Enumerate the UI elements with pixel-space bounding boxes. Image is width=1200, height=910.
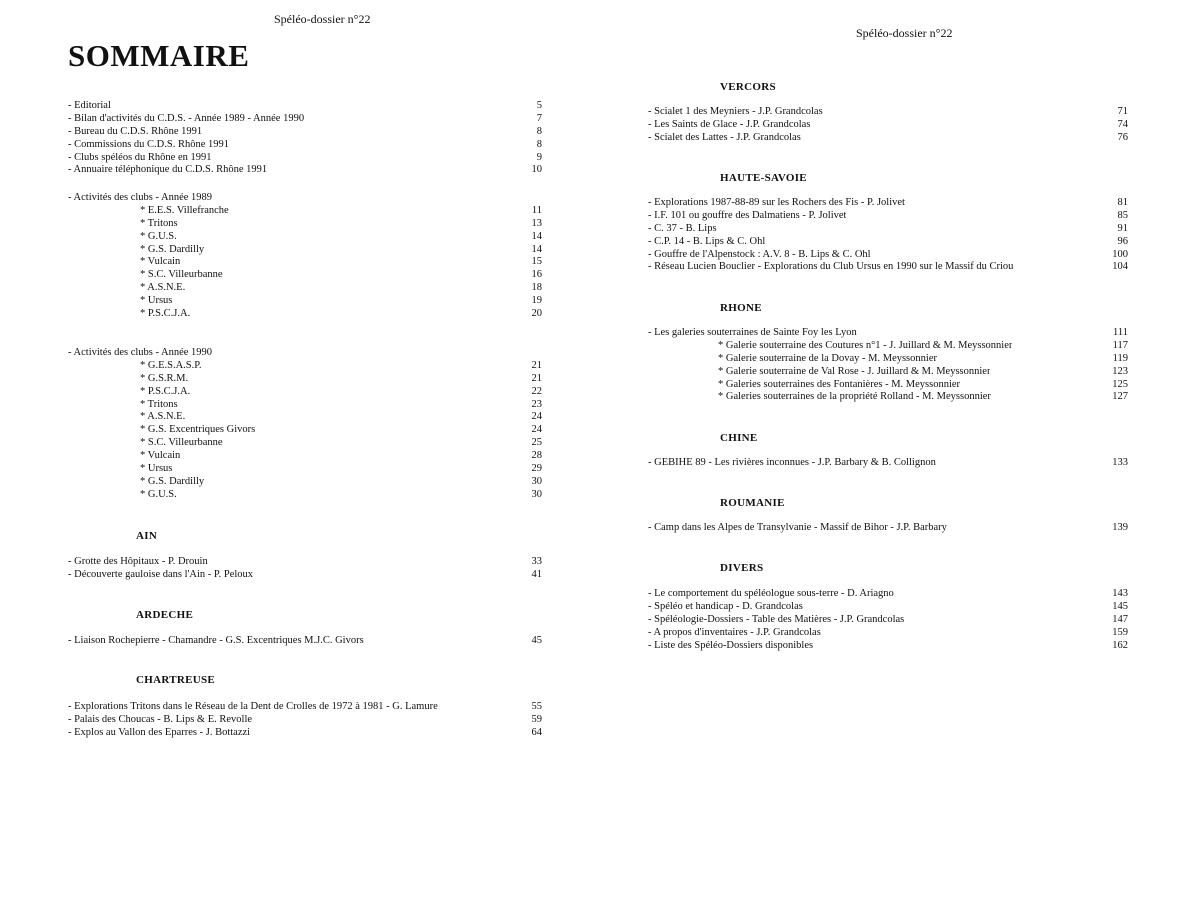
toc-entry — [648, 210, 1128, 223]
toc-entry-title: * P.S.C.J.A. — [140, 308, 191, 320]
toc-entry-page: 71 — [1117, 106, 1128, 117]
toc-entry-page: 24 — [531, 411, 542, 423]
toc-divers-list — [648, 588, 1128, 652]
toc-entry-page: 41 — [531, 568, 542, 580]
toc-entry-page: 7 — [536, 112, 542, 124]
toc-entry-page: 5 — [536, 100, 542, 111]
toc-entry — [68, 113, 542, 126]
toc-intro-list — [68, 100, 542, 177]
toc-entry-title: - Camp dans les Alpes de Transylvanie - Massif de Bihor - J.P. Barbary — [648, 522, 947, 533]
toc-entry — [68, 139, 542, 152]
toc-entry — [648, 340, 1128, 353]
toc-entry-title: * Ursus — [140, 295, 173, 307]
toc-entry — [68, 152, 542, 165]
page-header: Spéléo-dossier n°22 — [274, 12, 371, 26]
toc-chartreuse-list — [68, 701, 542, 740]
toc-entry — [68, 295, 542, 308]
toc-entry-title: - Editorial — [68, 100, 111, 111]
toc-entry-page: 133 — [1112, 457, 1128, 468]
toc-entry-title: - Bilan d'activités du C.D.S. - Année 1989 - Année 1990 — [68, 112, 305, 124]
toc-entry-title: - Explos au Vallon des Eparres - J. Bottazzi — [68, 726, 251, 738]
toc-entry — [68, 399, 542, 412]
toc-entry: - Les galeries souterraines de Sainte Foy les Lyon 111 — [648, 327, 1128, 338]
toc-entry — [68, 282, 542, 295]
toc-entry-page: 28 — [531, 450, 542, 462]
toc-entry-page: 10 — [531, 164, 542, 176]
section-title-roumanie: ROUMANIE — [720, 497, 785, 509]
toc-entry-title: - Explorations Tritons dans le Réseau de la Dent de Crolles de 1972 à 1981 - G. Lamure — [68, 701, 438, 712]
toc-entry — [648, 588, 1128, 601]
toc-entry — [68, 476, 542, 489]
toc-entry-page: 14 — [531, 243, 542, 255]
toc-entry-title: * E.E.S. Villefranche — [140, 204, 229, 216]
toc-entry — [68, 450, 542, 463]
toc-entry — [648, 132, 1128, 145]
toc-entry — [68, 714, 542, 727]
toc-entry-title: - Explorations 1987-88-89 sur les Rochers des Fis - P. Jolivet — [648, 197, 905, 208]
toc-entry-page: 29 — [531, 463, 542, 475]
toc-entry-title: * Vulcain — [140, 256, 181, 268]
toc-entry — [68, 701, 542, 714]
toc-entry-title: * Galeries souterraines des Fontanières - M. Meyssonnier — [718, 378, 961, 390]
toc-clubs-1990 — [68, 347, 542, 502]
toc-entry-title: * Galerie souterraine de la Dovay - M. Meyssonnier — [718, 352, 937, 364]
section-title-chine: CHINE — [720, 432, 758, 444]
toc-entry-title: - Liste des Spéléo-Dossiers disponibles — [648, 639, 814, 651]
toc-entry — [68, 269, 542, 282]
toc-entry-title: - Scialet 1 des Meyniers - J.P. Grandcolas — [648, 106, 823, 117]
toc-entry-title: - Spéléo et handicap - D. Grandcolas — [648, 600, 803, 612]
toc-entry-page: 25 — [531, 437, 542, 449]
toc-entry-page: 76 — [1117, 131, 1128, 143]
toc-entry — [68, 556, 542, 569]
toc-entry-title: - A propos d'inventaires - J.P. Grandcolas — [648, 626, 821, 638]
toc-entry-title: - Scialet des Lattes - J.P. Grandcolas — [648, 131, 801, 143]
toc-entry-page: 14 — [531, 230, 542, 242]
toc-entry-page: 20 — [531, 308, 542, 320]
toc-entry-title: * Tritons — [140, 398, 178, 410]
toc-entry-page: 13 — [531, 217, 542, 229]
toc-entry-title: * A.S.N.E. — [140, 411, 186, 423]
toc-entry — [68, 205, 542, 218]
toc-entry-page: 127 — [1112, 391, 1128, 403]
toc-entry-title: * A.S.N.E. — [140, 282, 186, 294]
section-title-divers: DIVERS — [720, 562, 764, 574]
toc-entry-title: - Liaison Rochepierre - Chamandre - G.S. Excentriques M.J.C. Givors — [68, 635, 364, 646]
toc-entry-title: * Tritons — [140, 217, 178, 229]
toc-entry-title: - Les Saints de Glace - J.P. Grandcolas — [648, 118, 811, 130]
toc-entry-page: 119 — [1112, 352, 1128, 364]
toc-entry — [648, 457, 1128, 470]
toc-entry-title: - C.P. 14 - B. Lips & C. Ohl — [648, 235, 766, 247]
toc-entry — [648, 223, 1128, 236]
toc-entry-title: - Spéléologie-Dossiers - Table des Matières - J.P. Grandcolas — [648, 613, 905, 625]
toc-entry-title: - Réseau Lucien Bouclier - Explorations du Club Ursus en 1990 sur le Massif du Criou — [648, 261, 1014, 273]
toc-entry-title: - Clubs spéléos du Rhône en 1991 — [68, 151, 212, 163]
toc-entry-title: * S.C. Villeurbanne — [140, 269, 223, 281]
toc-entry-page: 30 — [531, 488, 542, 500]
toc-vercors-list — [648, 106, 1128, 145]
toc-entry — [68, 463, 542, 476]
toc-entry-page: 9 — [536, 151, 542, 163]
toc-entry-title: * G.U.S. — [140, 230, 177, 242]
toc-entry-title: * G.S.R.M. — [140, 372, 189, 384]
toc-entry-title: * G.S. Dardilly — [140, 475, 205, 487]
section-title-vercors: VERCORS — [720, 81, 776, 93]
toc-entry — [648, 106, 1128, 119]
toc-entry-page: 74 — [1117, 118, 1128, 130]
toc-entry-title: * Vulcain — [140, 450, 181, 462]
toc-entry-page: 104 — [1112, 261, 1128, 273]
toc-entry-title: - Découverte gauloise dans l'Ain - P. Peloux — [68, 568, 254, 580]
toc-entry — [648, 601, 1128, 614]
toc-entry-page: 96 — [1117, 235, 1128, 247]
toc-haute-savoie-list — [648, 197, 1128, 274]
toc-entry — [648, 119, 1128, 132]
toc-entry — [68, 231, 542, 244]
toc-entry — [68, 569, 542, 582]
toc-entry-title: - I.F. 101 ou gouffre des Dalmatiens - P. Jolivet — [648, 209, 847, 221]
toc-entry-title: - GEBIHE 89 - Les rivières inconnues - J.P. Barbary & B. Collignon — [648, 457, 936, 468]
toc-entry-page: 81 — [1117, 197, 1128, 208]
toc-entry-page: 85 — [1117, 209, 1128, 221]
toc-entry — [68, 360, 542, 373]
toc-entry-page: 21 — [531, 359, 542, 371]
toc-entry — [648, 391, 1128, 404]
toc-entry — [648, 522, 1128, 535]
toc-entry-page: 55 — [531, 701, 542, 712]
toc-entry-page: 117 — [1112, 339, 1128, 351]
toc-entry — [68, 437, 542, 450]
toc-entry — [648, 236, 1128, 249]
toc-entry-title: - Commissions du C.D.S. Rhône 1991 — [68, 138, 230, 150]
toc-entry — [648, 353, 1128, 366]
toc-entry — [68, 489, 542, 502]
toc-entry-title: * Galerie souterraine des Coutures n°1 - J. Juillard & M. Meyssonnier — [718, 339, 1013, 351]
toc-entry-title: - Annuaire téléphonique du C.D.S. Rhône 1991 — [68, 164, 268, 176]
toc-entry-page: 159 — [1112, 626, 1128, 638]
toc-entry-page: 147 — [1112, 613, 1128, 625]
toc-entry-title: - Gouffre de l'Alpenstock : A.V. 8 - B. Lips & C. Ohl — [648, 248, 871, 260]
toc-entry-page: 125 — [1112, 378, 1128, 390]
toc-entry-page: 139 — [1112, 522, 1128, 533]
toc-entry-page: 8 — [536, 138, 542, 150]
toc-entry — [68, 424, 542, 437]
toc-entry-page: 143 — [1112, 588, 1128, 599]
toc-entry-title: - Grotte des Hôpitaux - P. Drouin — [68, 556, 208, 567]
toc-entry-page: 64 — [531, 726, 542, 738]
page-title: SOMMAIRE — [68, 38, 250, 73]
toc-roumanie-list — [648, 522, 1128, 535]
toc-entry — [648, 627, 1128, 640]
right-page — [600, 0, 1200, 910]
toc-entry-page: 11 — [531, 204, 542, 216]
toc-entry — [68, 386, 542, 399]
toc-entry-title: * G.S. Excentriques Givors — [140, 424, 256, 436]
toc-entry-title: * Galerie souterraine de Val Rose - J. Juillard & M. Meyssonnier — [718, 365, 991, 377]
toc-entry — [648, 249, 1128, 262]
toc-clubs-1989 — [68, 192, 542, 321]
section-title-chartreuse: CHARTREUSE — [136, 674, 216, 686]
toc-entry-title: * G.U.S. — [140, 488, 177, 500]
toc-entry — [648, 614, 1128, 627]
toc-entry-page: 22 — [531, 385, 542, 397]
toc-entry-page: 16 — [531, 269, 542, 281]
toc-entry — [68, 256, 542, 269]
toc-rhone-list — [648, 327, 1128, 404]
toc-entry — [68, 635, 542, 648]
toc-entry — [68, 373, 542, 386]
toc-entry-page: 21 — [531, 372, 542, 384]
section-title-haute-savoie: HAUTE-SAVOIE — [720, 172, 807, 184]
toc-entry-page: 145 — [1112, 600, 1128, 612]
toc-entry-title: - C. 37 - B. Lips — [648, 222, 717, 234]
toc-entry — [68, 100, 542, 113]
toc-entry-title: * Galeries souterraines de la propriété Rolland - M. Meyssonnier — [718, 391, 991, 403]
page-header: Spéléo-dossier n°22 — [856, 26, 953, 40]
toc-entry-title: * P.S.C.J.A. — [140, 385, 191, 397]
toc-entry-page: 19 — [531, 295, 542, 307]
toc-group-title: - Activités des clubs - Année 1990 — [68, 347, 213, 358]
section-title-ain: AIN — [136, 530, 158, 542]
toc-entry-page: 8 — [536, 125, 542, 137]
toc-entry — [68, 727, 542, 740]
section-title-ardeche: ARDECHE — [136, 609, 194, 621]
toc-entry — [68, 411, 542, 424]
toc-entry — [648, 261, 1128, 274]
toc-entry-page: 45 — [531, 635, 542, 646]
toc-entry-page: 123 — [1112, 365, 1128, 377]
toc-entry-page: 33 — [531, 556, 542, 567]
toc-entry-title: * S.C. Villeurbanne — [140, 437, 223, 449]
toc-entry — [68, 218, 542, 231]
toc-entry-title: - Bureau du C.D.S. Rhône 1991 — [68, 125, 203, 137]
toc-ardeche-list — [68, 635, 542, 648]
toc-entry — [648, 379, 1128, 392]
toc-entry — [68, 126, 542, 139]
toc-entry-page: 59 — [531, 713, 542, 725]
toc-entry-title: * Ursus — [140, 463, 173, 475]
toc-entry-page: 162 — [1112, 639, 1128, 651]
toc-entry — [68, 308, 542, 321]
toc-ain-list — [68, 556, 542, 582]
toc-entry-page: 100 — [1112, 248, 1128, 260]
toc-entry — [68, 164, 542, 177]
toc-entry — [648, 366, 1128, 379]
toc-entry-page: 24 — [531, 424, 542, 436]
toc-entry — [648, 640, 1128, 653]
section-title-rhone: RHONE — [720, 302, 762, 314]
toc-entry-title: * G.E.S.A.S.P. — [140, 359, 202, 371]
toc-entry-page: 23 — [531, 398, 542, 410]
toc-entry-page: 91 — [1117, 222, 1128, 234]
toc-entry-title: - Le comportement du spéléologue sous-terre - D. Ariagno — [648, 588, 894, 599]
toc-chine-list — [648, 457, 1128, 470]
toc-entry-page: 18 — [531, 282, 542, 294]
toc-group-title: - Activités des clubs - Année 1989 — [68, 192, 213, 203]
toc-entry — [648, 197, 1128, 210]
toc-entry-page: 30 — [531, 475, 542, 487]
toc-entry-title: - Palais des Choucas - B. Lips & E. Revolle — [68, 713, 253, 725]
toc-entry-page: 15 — [531, 256, 542, 268]
toc-entry-title: * G.S. Dardilly — [140, 243, 205, 255]
toc-entry — [68, 244, 542, 257]
